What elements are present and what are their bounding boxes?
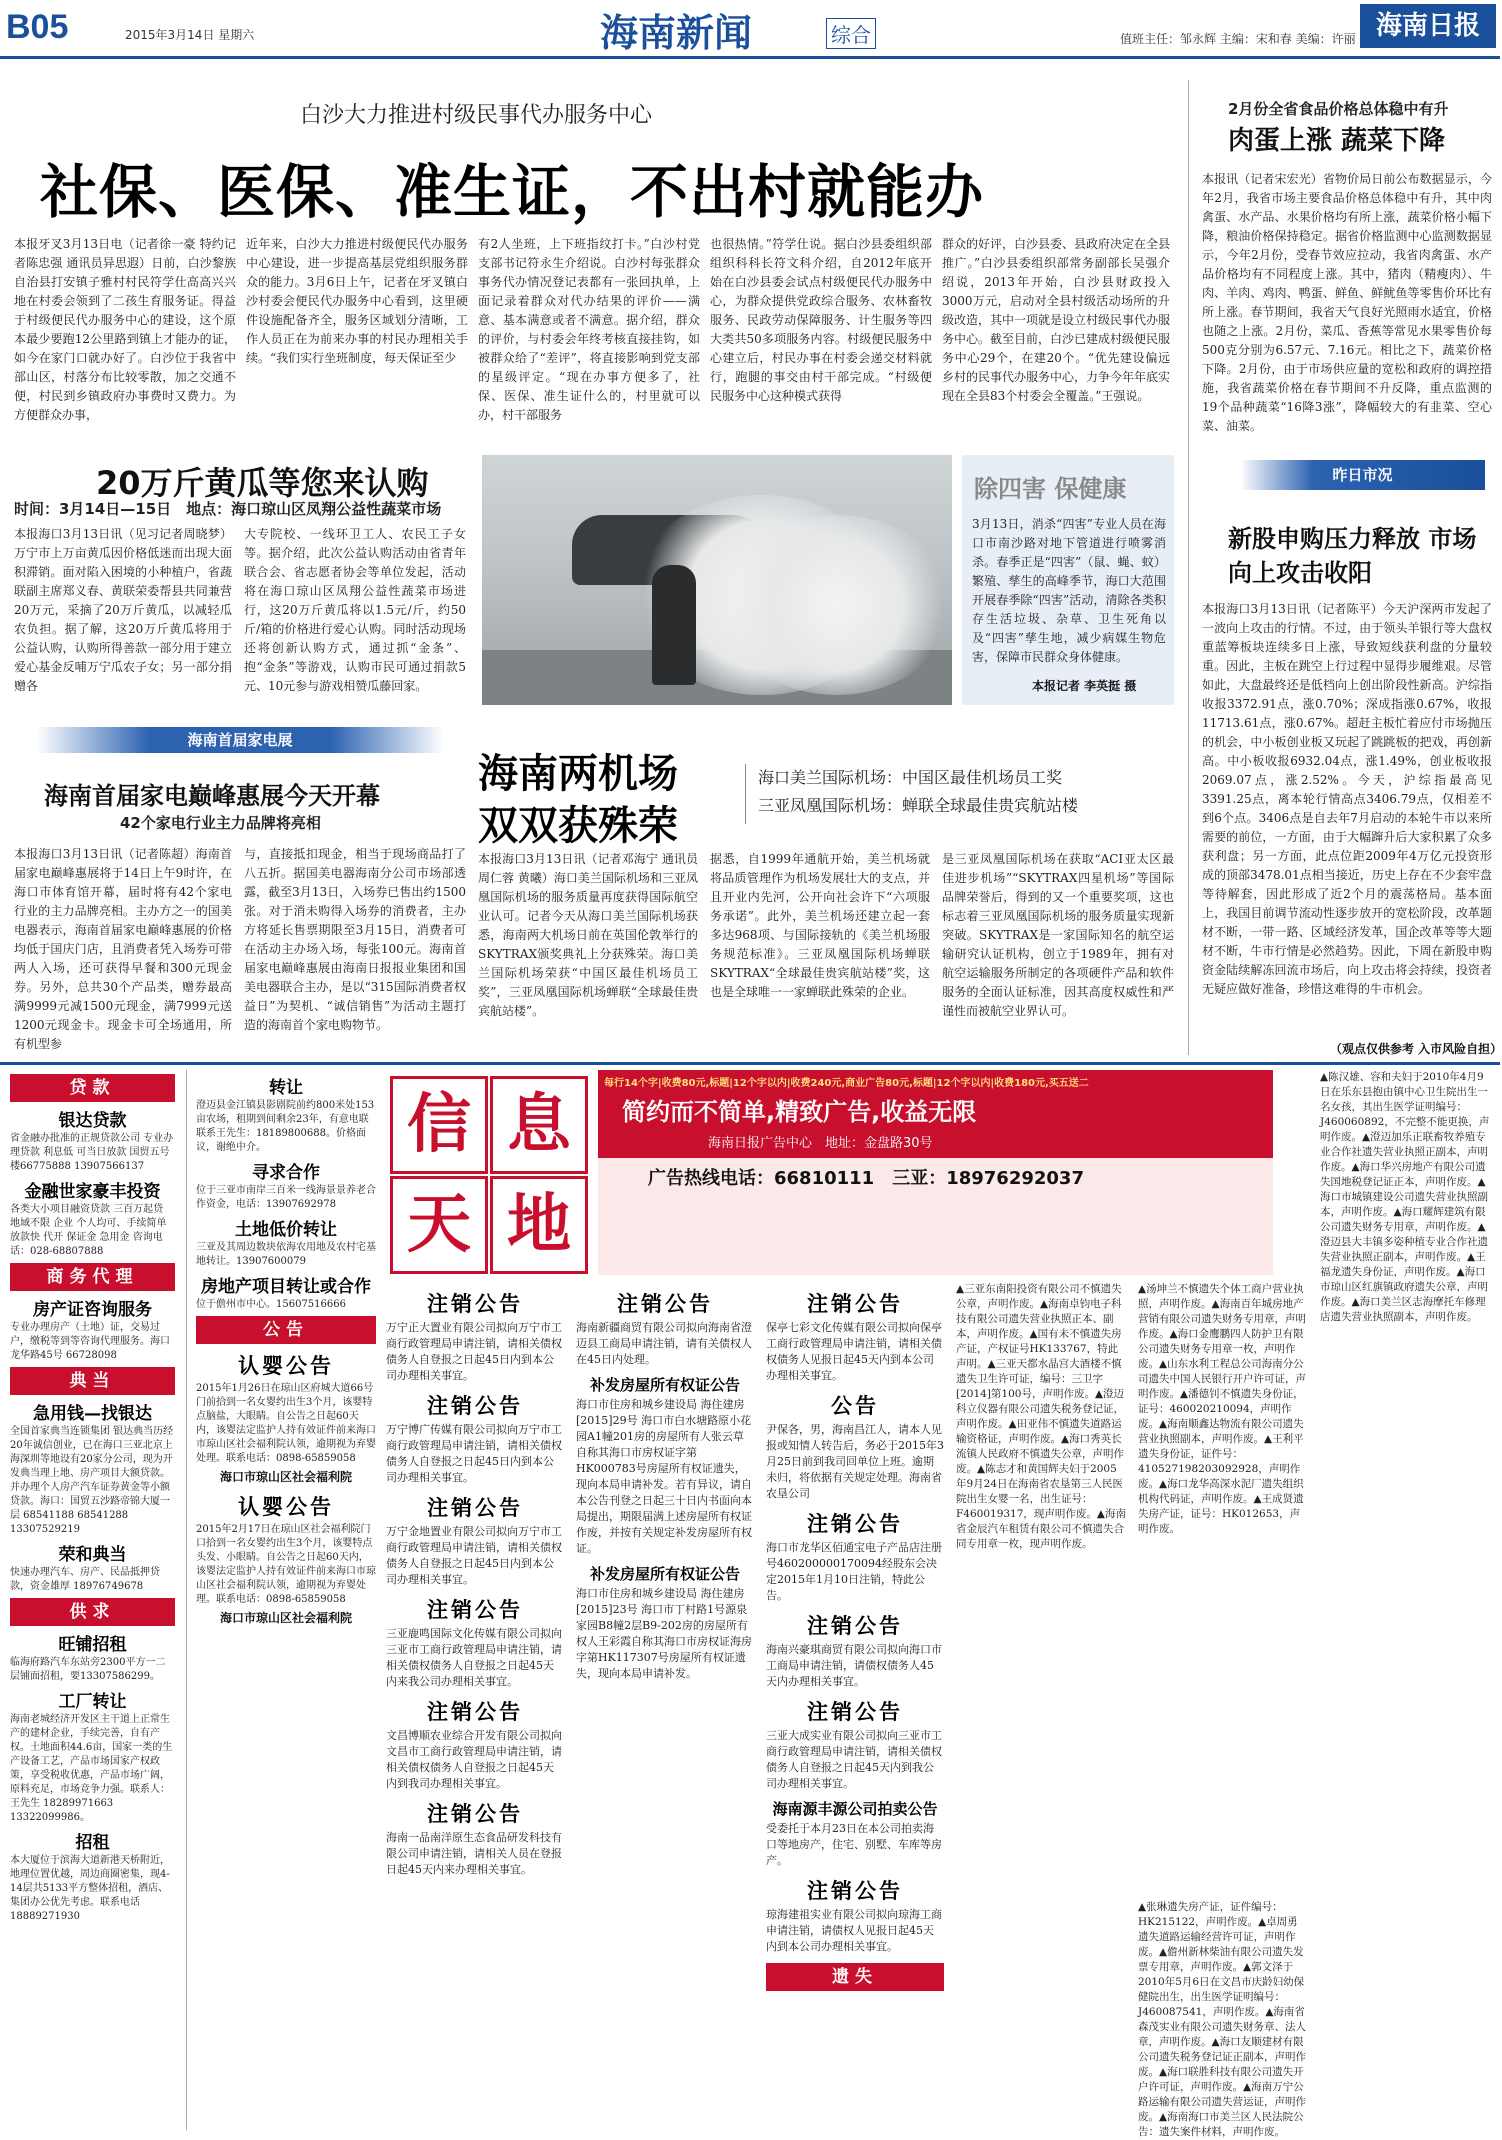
lost-col-2: ▲汤坤兰不慎遗失个体工商户营业执照，声明作废。▲海南百年城房地产营销有限公司遗失财务专用章，声明作废。▲海口金鹰鹏四人防护卫有限公司遗失财务专用章一枚，声明作废。▲山东水利工程总公司海南分公司遗失中国人民银行开户许可证，声明作废。▲潘德钊不慎遗失身份证，证号：460020210094，声明作废。▲海南顺鑫达物流有限公司遗失营业执照副本，声明作废。▲王利平遗失身份证，证件号：410527198203092928，声明作废。▲海口龙华高深水泥厂遗失组织机构代码证，声明作废。▲王成贤遗失房产证，证号：HK012653，声明作废。 — [1138, 1283, 1306, 1535]
loan2-title: 金融世家豪丰投资 — [24, 1182, 161, 1202]
section-title: 海南新闻 — [600, 10, 753, 55]
market-headline: 肉蛋上涨 蔬菜下降 — [1228, 126, 1446, 156]
notice-5-title: 注销公告 — [427, 1700, 523, 1724]
xinxi-char-3: 天 — [390, 1176, 488, 1274]
notice3-4-title: 注销公告 — [807, 1614, 903, 1638]
xinxi-hotline: 广告热线电话：66810111 三亚：18976292037 — [648, 1168, 1084, 1189]
notice3-2-body: 尹保各，男，海南昌江人，请本人见报或知情人转告后，务必于2015年3月25日前到我司回单位上班。逾期未归，将依据有关规定处理。海南省农垦公司 — [766, 1423, 944, 1500]
ads-left-column — [10, 1070, 175, 2130]
agent-body: 专业办理房产（土地）证，交易过户，缴税等到等咨询代理服务。海口龙华路45号 66728098 — [10, 1322, 170, 1361]
appliance-body-1: 本报海口3月13日讯（记者陈超）海南首届家电巅峰惠展将于14日上午9时许，在海口市体育馆开幕，届时将有42个家电行业的主力品牌亮相。主办方之一的国美电器表示，海南首届家电巅峰惠展的价格均低于国庆门店，且消费者凭入场券可带两人入场，还可获得早餐和300元现金券。另外，总共30个产品类，赠券最高满9999元减1500元现金，满7999元送1200元现金卡。现金卡可全场通用，所有机型参 — [14, 847, 232, 1051]
loan-bar: 贷款 — [10, 1074, 175, 1102]
pawn-title: 急用钱—找银达 — [33, 1404, 152, 1424]
airport-sidebar — [745, 764, 1188, 824]
notice3-1-body: 保亭七彩文化传媒有限公司拟向保亭工商行政管理局申请注销，请相关债权债务人见报日起45天内到本公司办理相关事宜。 — [766, 1321, 942, 1382]
lead-kicker: 白沙大力推进村级民事代办服务中心 — [300, 103, 653, 128]
factory-body: 海南老城经济开发区主干道上正常生产的建材企业，手续完善，自有产权。土地面积44.6亩，国家一类的生产设备工艺，产品市场国家产权政策，享受税收优惠，产品市场广阔，原料充足，市场竞争力强。联系人：王先生 18289971663 13322099986。 — [10, 1714, 173, 1823]
xinxi-title-band — [598, 1070, 1273, 1158]
pawn2-title: 荣和典当 — [58, 1545, 127, 1565]
agent-bar: 商务代理 — [10, 1263, 175, 1291]
xinxi-char-4: 地 — [490, 1176, 588, 1274]
recruit-title: 招租 — [75, 1833, 110, 1853]
notice3-7-title: 注销公告 — [807, 1879, 903, 1903]
notice3-5-title: 注销公告 — [807, 1700, 903, 1724]
col2-b3: 三亚及其周边数块依海农用地及农村宅基地转让。13907600079 — [196, 1242, 376, 1267]
agent-title: 房产证咨询服务 — [33, 1300, 152, 1320]
pawn2-body: 快速办理汽车、房产、民品抵押贷款，资金雄厚 18976749678 — [10, 1567, 160, 1592]
notice3-6-body: 受委托于本月23日在本公司拍卖海口等地房产，住宅、别墅、车库等房产。 — [766, 1822, 942, 1867]
pawn-body: 全国首家典当连锁集团 银达典当历经20年诚信创业，已在海口三亚北京上海深圳等地设有20家分公司，现为开发典当理上地、房产项目大额贷款。并办理个人房产汽车证券黄金等小额贷款。海口：国贸五沙路帝锦大厦一层 68541188 68541288 13307529219 — [10, 1426, 174, 1535]
xinxi-rates: 每行14个字|收费80元,标题|12个字以内|收费240元,商业广告80元,标题|12个字以内|收费180元,买五送二 — [604, 1078, 1089, 1089]
lost-col-3: ▲张琳遗失房产证，证件编号：HK215122，声明作废。▲卓周勇遗失道路运输经营许可证，声明作废。▲儋州新林柴油有限公司遗失发票专用章，声明作废。▲郭文泽于2010年5月6日在文昌市庆龄妇幼保健院出生，出生医学证明编号：J460087541，声明作废。▲海南省森茂实业有限公司遗失财务章、法人章，声明作废。▲海口友顺建材有限公司遗失税务登记证正副本，声明作废。▲海口联胜科技有限公司遗失开户许可证，声明作废。▲海南万宁公路运输有限公司遗失营运证，声明作废。▲海南海口市美兰区人民法院公告：遗失案件材料，声明作废。 — [1138, 1901, 1306, 2138]
pawn-bar: 典当 — [10, 1367, 175, 1395]
section-sub: 综合 — [826, 18, 876, 49]
appliance-banner: 海南首届家电展 — [14, 727, 466, 753]
lead-body-5: 群众的好评，白沙县委、县政府决定在全县推广。”白沙县委组织部常务副部长吴强介绍说，2013年开始，白沙县财政投入3000万元，启动对全县村级活动场所的升级改造，其中一项就是设立村级民事代办服务中心。截至目前，白沙已建成村级便民服务中心29个，在建20个。“优先建设偏远乡村的民事代办服务中心，力争今年年底实现在全县83个村委会全覆盖。”王强说。 — [942, 237, 1171, 403]
col2-t5-sign: 海口市琼山区社会福利院 — [219, 1470, 352, 1484]
appliance-subline: 42个家电行业主力品牌将亮相 — [120, 814, 321, 832]
notice2-1-body: 海南新疆商贸有限公司拟向海南省澄迈县工商局申请注销，请有关债权人在45日内处理。 — [576, 1321, 752, 1366]
photo-credit: 本报记者 李英挺 摄 — [1032, 679, 1137, 693]
notice-4-title: 注销公告 — [427, 1598, 523, 1622]
notice3-3-title: 注销公告 — [807, 1512, 903, 1536]
appliance-headline: 海南首届家电巅峰惠展今天开幕 — [44, 782, 380, 810]
notices-col-3 — [766, 1282, 944, 2132]
notice2-3-body: 海口市住房和城乡建设局 海住建房[2015]23号 海口市丁村路1号源泉家园B8幢2层B9-202房的房屋所有权人王彩霞自称其海口市房权证海房字第HK117307号房屋所有权证遗失，现向本局申请补发。 — [576, 1587, 752, 1680]
notice-1-title: 注销公告 — [427, 1292, 523, 1316]
airport-body-3: 是三亚凤凰国际机场在获取“ACI亚太区最佳进步机场”“SKYTRAX四星机场”等国际品牌荣誉后，得到的又一个重要奖项，这也标志着三亚凤凰国际机场的服务质量实现新突破。SKYTRAX是一家国际知名的航空运输研究认证机构，创立于1989年，拥有对航空运输服务所制定的各项硬件产品和软件服务的全面认证标准，因其高度权威性和严谨性而被航空业界认可。 — [942, 852, 1174, 1018]
cucumber-subline: 时间：3月14日—15日 地点：海口琼山区凤翔公益性蔬菜市场 — [14, 500, 442, 518]
notice3-6-title: 海南源丰源公司拍卖公告 — [772, 1800, 938, 1818]
lost-col-4: ▲陈汉雄、容和夫妇于2010年4月9日在乐东县抱由镇中心卫生院出生一名女孩，其出生医学证明编号：J460060892，不完整不能更换，声明作废。▲澄迈加乐正联畜牧养殖专业合作社遗失营业执照正副本，声明作废。▲海口华兴房地产有限公司遗失国地税登记证正本，声明作废。▲海口市城镇建设公司遗失营业执照副本，声明作废。▲海口耀辉建筑有限公司遗失财务专用章，声明作废。▲澄迈县大丰镇多姿种植专业合作社遗失营业执照正副本，声明作废。▲王福龙遗失身份证，声明作废。▲海口市琼山区红旗镇政府遗失公章，声明作废。▲海口美兰区志海摩托车修理店遗失营业执照副本，声明作废。 — [1320, 1071, 1490, 1323]
loan1-body: 省金融办批准的正规贷款公司 专业办理贷款 利息低 可当日放款 国贸五号楼66775888 13907566137 — [10, 1133, 174, 1172]
shop-title: 旺铺招租 — [58, 1635, 127, 1655]
col2-b6: 2015年2月17日在琼山区社会福利院门口拾到一名女婴约出生3个月，该婴特点头发、小眼睛。自公告之日起60天内，该婴法定监护人持有效证件前来海口市琼山区社会福利院认领，逾期视为弃婴处理。联系电话：0898-65859058 — [196, 1524, 376, 1605]
ads-col2 — [196, 1070, 376, 2130]
airport-body-2: 据悉，自1999年通航开始，美兰机场就将品质管理作为机场发展壮大的支点，并且开业内先河，公开向社会许下“六项服务承诺”。此外，美兰机场还建立起一套多达968项、与国际接轨的《美兰机场服务规范标准》。三亚凤凰国际机场蝉联SKYTRAX“全球最佳贵宾航站楼”奖，这也是全球唯一一家蝉联此殊荣的企业。 — [710, 852, 930, 999]
airport-award-2: 三亚凤凰国际机场：蝉联全球最佳贵宾航站楼 — [758, 796, 1079, 815]
appliance-body-2: 与，直接抵扣现金，相当于现场商品打了八五折。据国美电器海南分公司市场部透露，截至3月13日，入场券已售出约1500张。对于消未购得入场券的消费者，主办方将延长售票期限至3月15日，消费者可在活动主办场入场，每张100元。海南首届家电巅峰惠展由海南日报报业集团和国美电器联合主办，是以“315国际消费者权益日”为契机、“诚信销售”为活动主题打造的海南首个家电购物节。 — [244, 847, 466, 1032]
airport-body-1: 本报海口3月13日讯（记者邓海宁 通讯员周仁蓉 黄曦）海口美兰国际机场和三亚凤凰国际机场的服务质量再度获得国际航空业认可。记者今天从海口美兰国际机场获悉，海南两大机场日前在英国伦敦举行的SKYTRAX颁奖典礼上分获殊荣。海口美兰国际机场荣获“中国区最佳机场员工奖”，三亚凤凰国际机场蝉联“全球最佳贵宾航站楼”。 — [478, 852, 698, 1018]
xinxi-logo — [390, 1070, 590, 1275]
col2-t3: 土地低价转让 — [235, 1220, 337, 1240]
lead-body-2: 近年来，白沙大力推进村级便民代办服务中心建设，进一步提高基层党组织服务群众的能力。3月6日上午，记者在牙叉镇白沙村委会便民代办服务中心看到，这里硬件设施配备齐全，服务区域划分清晰，工作人员正在为前来办事的村民办理相关手续。“我们实行坐班制度，每天保证至少 — [246, 237, 468, 365]
xinxi-slogan: 简约而不简单,精致广告,收益无限 — [622, 1098, 977, 1126]
notices-col-1 — [386, 1282, 564, 2132]
notice-6-body: 海南一品南洋原生态食品研发科技有限公司申请注销，请相关人员在登报日起45天内来办理相关事宜。 — [386, 1831, 562, 1876]
col2-t1: 转让 — [269, 1078, 303, 1098]
newspaper-logo: 海南日报 — [1360, 4, 1496, 48]
ads-divider — [186, 1070, 187, 2130]
notice-1-body: 万宁正大置业有限公司拟向万宁市工商行政管理局申请注销，请相关债权债务人自登报之日起45日内到本公司办理相关事宜。 — [386, 1321, 562, 1382]
notice-5-body: 文昌博顺农业综合开发有限公司拟向文昌市工商行政管理局申请注销，请相关债权债务人自登报之日起45天内到我司办理相关事宜。 — [386, 1729, 562, 1790]
notice-2-title: 注销公告 — [427, 1394, 523, 1418]
col2-b2: 位于三亚市南岸三百米一线海景景养老合作资金，电话：13907692978 — [196, 1185, 376, 1210]
notice3-1-title: 注销公告 — [807, 1292, 903, 1316]
column-divider — [1188, 80, 1189, 1055]
cucumber-body-2: 大专院校、一线环卫工人、农民工子女等。据介绍，此次公益认购活动由省青年联合会、省志愿者协会等单位发起，活动将在海口琼山区凤翔公益性蔬菜市场进行，这20万斤黄瓜将以1.5元/斤，约50斤/箱的价格进行爱心认购。同时活动现场还将创新认购方式，通过抓“金条”、抱“金条”等游戏，认购市民可通过捐款5元、10元参与游戏相赞瓜藤回家。 — [244, 527, 466, 693]
notice-3-title: 注销公告 — [427, 1496, 523, 1520]
notice2-2-body: 海口市住房和城乡建设局 海住建房[2015]29号 海口市白水塘路原小花园A1幢201房的房屋所有人张云草自称其海口市房权证字第HK000783号房屋所有权证遗失，现向本局申请补发。若有异议，请自本公告刊登之日起三十日内书面向本局提出，期限届满上述房屋所有权证作废，并按有关规定补发房屋所有权证。 — [576, 1398, 752, 1555]
notice3-2-title: 公告 — [831, 1394, 879, 1418]
recruit-body: 本大厦位于滨海大道新港天桥附近，地理位置优越，周边商圈密集，现4-14层共5133平方整体招租，酒店、集团办公优先考虑。联系电话18889271930 — [10, 1855, 170, 1922]
airport-headline: 海南两机场 双双获殊荣 — [478, 751, 678, 849]
stocks-body: 本报海口3月13日讯（记者陈平）今天沪深两市发起了一波向上攻击的行情。不过，由于领头羊银行等大盘权重蓝筹板块连续多日上涨，导致短线获利盘的分量较重。因此，主板在跳空上行过程中显得步履维艰。尽管如此，大盘最终还是低档向上创出阶段性新高。沪综指收报3372.91点，涨0.70%；深成指涨0.67%，收报11713.61点，涨0.67%。超赶主板忙着应付市场抛压的机会，中小板创业板又玩起了跳跳板的把戏，再创新高。中小板收报6932.04点，涨1.49%，创业板收报2069.07点，涨2.52%。今天，沪综指最高见3391.25点，离本轮行情高点3406.79点，仅相差不到6个点。3406点是自去年7月启动的本轮牛市以来所需要的前位，一方面，由于大幅蹿升后大家积累了众多获利盘；另一方面，此点位距2009年4万亿元投资形成的顶部3478.01点相当接近，历史上存在不少套牢盘等待解套，因此形成了近2个月的震荡格局。基本面上，我国目前调节流动性逐步放开的宽松阶段，改革题材不断，一带一路、区域经济发革，国企改革等等大题材不断，牛市行情是必然趋势。因此，下周在新股申购资金陆续解冻回流市场后，向上攻击将会持续，投资者无疑应做好准备，珍惜这难得的牛市机会。 — [1202, 602, 1492, 996]
lead-body-1: 本报牙叉3月13日电（记者徐一豪 特约记者陈忠强 通讯员异思遐）日前，白沙黎族自治县打安镇子雅村村民符学仕高高兴兴地在村委会领到了二孩生育服务证。得益于村级便民代办服务中心的建设，这个原本最少要跑12公里路到镇上才能办的证，如今在家门口就办好了。白沙位于我省中部山区，村落分布比较零散，加之交通不便，村民到乡镇政府办事费时又费力。为方便群众办事， — [14, 237, 236, 422]
col2-t6: 认婴公告 — [238, 1495, 334, 1519]
shop-body: 临海府路汽车东站旁2300平方一二层铺面招租，要13307586299。 — [10, 1657, 166, 1682]
loan2-body: 各类大小项目融资贷款 三百万起贷 地域不限 企业 个人均可、手续简单 放款快 代开 保证金 急用金 咨询电话：028-68807888 — [10, 1204, 167, 1257]
notice-4-body: 三亚鹿鸣国际文化传媒有限公司拟向三亚市工商行政管理局申请注销，请相关债权债务人自登报之日起45天内来我公司办理相关事宜。 — [386, 1627, 562, 1688]
loan1-title: 银达贷款 — [58, 1111, 127, 1131]
stocks-note: （观点仅供参考 入市风险自担） — [1330, 1042, 1502, 1056]
lost-col-1: ▲三亚东南阳投资有限公司不慎遗失公章，声明作废。▲海南卓钧电子科技有限公司遗失营业执照正本、副本，声明作废。▲国有未不慎遗失房产证，产权证号HK133767，特此声明。▲三亚天都水晶宫大酒楼不慎遗失卫生许可证，编号：三卫字[2014]第100号，声明作废。▲澄迈科立仪器有限公司遗失税务登记证，声明作废。▲田亚伟不慎遗失道路运输资格证，声明作废。▲海口秀英长流镇人民政府不慎遗失公章，声明作废。▲陈志才和黄国辉夫妇于2005年9月24日在海南省农垦第三人民医院出生女婴一名，出生证号：F460019317，现声明作废。▲海南省金辰汽车租赁有限公司不慎遗失合同专用章一枚，现声明作废。 — [956, 1283, 1126, 1550]
worker-figure — [652, 565, 696, 685]
supply-bar: 供求 — [10, 1598, 175, 1626]
airport-award-1: 海口美兰国际机场：中国区最佳机场员工奖 — [758, 768, 1063, 787]
notice2-3-title: 补发房屋所有权证公告 — [589, 1565, 740, 1583]
notice3-4-body: 海南兴豪琪商贸有限公司拟向海口市工商局申请注销，请债权债务人45天内办理相关事宜。 — [766, 1643, 942, 1688]
cucumber-body-1: 本报海口3月13日讯（见习记者周晓梦）万宁市上万亩黄瓜因价格低迷而出现大面积滞销。面对陷入困境的小种植户，省蔬联副主席郑义春、黄联荣委帮县共同兼营20万元，采摘了20万斤黄瓜，以减轻瓜农负担。据了解，这20万斤黄瓜将用于公益认购，认购所得善款一部分用于建立爱心基金反哺万宁瓜农子女；另一部分捐赠各 — [14, 527, 232, 693]
col2-t6-sign: 海口市琼山区社会福利院 — [219, 1611, 352, 1625]
notice-6-title: 注销公告 — [427, 1802, 523, 1826]
col2-b1: 澄迈县金江镇县影剧院前约800米处153亩农场，租期到间剩余23年，有意电联联系王先生：18189800688。价格面议，谢绝中介。 — [196, 1100, 375, 1153]
stocks-headline: 新股申购压力释放 市场向上攻击收阳 — [1228, 525, 1477, 587]
photo-caption-box — [962, 455, 1174, 705]
factory-title: 工厂转让 — [58, 1692, 127, 1712]
notice2-1-title: 注销公告 — [617, 1292, 713, 1316]
market-kicker: 2月份全省食品价格总体稳中有升 — [1228, 100, 1449, 118]
lead-headline: 社保、医保、准生证，不出村就能办 — [40, 158, 985, 226]
col2-t2: 寻求合作 — [252, 1163, 320, 1183]
notice-3-body: 万宁金地置业有限公司拟向万宁市工商行政管理局申请注销，请相关债权债务人自登报之日起45日内到本公司办理相关事宜。 — [386, 1525, 562, 1586]
lead-body-3: 有2人坐班，上下班指纹打卡。”白沙村党支部书记符永生介绍说。白沙村每张群众事务代办情况登记表都有一张回执单，上面记录着群众对代办结果的评价——满意、基本满意或者不满意。据介绍，群众的评价，与村委会年终考核直接挂钩，如被群众给了“差评”，将直接影响到党支部的星级评定。“现在办事方便多了，社保、医保、准生证什么的，村里就可以办，村干部服务 — [478, 237, 700, 422]
photo-caption: 3月13日，消杀“四害”专业人员在海口市南沙路对地下管道进行喷雾消杀。春季正是“四害”（鼠、蝇、蚊）繁殖、孳生的高峰季节，海口大范围开展春季除“四害”活动，清除各类积存生活垃圾、杂草、卫生死角以及“四害”孳生地，减少病媒生物危害，保障市民群众身体健康。 — [972, 517, 1166, 664]
stocks-tag: 昨日市况 — [1240, 460, 1485, 490]
notice3-5-body: 三亚大成实业有限公司拟向三亚市工商行政管理局申请注销，请相关债权债务人自登报之日起45天内到我公司办理相关事宜。 — [766, 1729, 942, 1790]
news-photo — [482, 455, 952, 705]
page-number: B05 — [6, 8, 69, 46]
cucumber-headline: 20万斤黄瓜等您来认购 — [96, 464, 429, 502]
notice3-3-body: 海口市龙华区佰通宝电子产品店注册号460200000170094经股东会决定2015年1月10日注销，特此公告。 — [766, 1541, 942, 1602]
col2-b4: 位于儋州市中心。15607516666 — [196, 1299, 346, 1310]
issue-date: 2015年3月14日 星期六 — [125, 28, 255, 42]
notice3-7-body: 琼海建祖实业有限公司拟向琼海工商申请注销，请债权人见报日起45天内到本公司办理相关事宜。 — [766, 1908, 942, 1953]
photo-headline: 除四害 保健康 — [974, 475, 1127, 503]
col2-t4: 房地产项目转让或合作 — [201, 1277, 371, 1297]
notice2-2-title: 补发房屋所有权证公告 — [589, 1376, 740, 1394]
xinxi-header — [598, 1070, 1273, 1275]
notices-col-2 — [576, 1282, 754, 2132]
col2-b5: 2015年1月26日在琼山区府城大道66号门前拾到一名女婴约出生3个月，该婴特点脑盐，大眼睛。自公告之日起60天内，该婴法定监护人持有效证件前来海口市琼山区社会福利院认领，逾期视为弃婴处理。联系电话：0898-65859058 — [196, 1383, 376, 1464]
market-body: 本报讯（记者宋宏光）省物价局日前公布数据显示，今年2月，我省市场主要食品价格总体稳中有升，其中肉禽蛋、水产品、水果价格均有所上涨，蔬菜价格小幅下降，粮油价格保持稳定。据省价格监测中心监测数据显示，今年2月份，受春节效应拉动，我省肉禽蛋、水产品价格均有不同程度上涨。其中，猪肉（精瘦肉）、牛肉、羊肉、鸡肉、鸭蛋、鲜鱼、鲜鱿鱼等零售价环比有所上涨。春节期间，我省天气良好光照雨水适宜，价格也随之上涨。2月份，菜瓜、香蕉等常见水果零售价每500克分别为6.57元、7.16元。相比之下，蔬菜价格下降。2月份，由于市场供应量的宽松和政府的调控措施，我省蔬菜价格在春节期间不升反降，重点监测的19个品种蔬菜“16降3涨”，降幅较大的有韭菜、空心菜、油菜。 — [1202, 172, 1492, 433]
xinxi-char-2: 息 — [490, 1076, 588, 1174]
xinxi-char-1: 信 — [390, 1076, 488, 1174]
lost-bar: 遗失 — [766, 1963, 944, 1991]
xinxi-unit: 海南日报广告中心 地址：金盘路30号 — [708, 1136, 933, 1151]
notice-2-body: 万宁博广传媒有限公司拟向万宁市工商行政管理局申请注销，请相关债权债务人自登报之日起45日内到本公司办理相关事宜。 — [386, 1423, 562, 1484]
col2-t5: 认婴公告 — [238, 1354, 334, 1378]
lead-body-4: 也很热情。”符学仕说。据白沙县委组织部组织科科长符文科介绍，自2012年底开始在白沙县委会试点村级便民代办服务中心，为群众提供党政综合服务、农林畜牧服务、民政劳动保障服务、计生服务等四大类共50多项服务内容。村级便民服务中心建立后，村民办事在村委会递交材料就行，跑腿的事交由村干部完成。“村级便民服务中心这种模式获得 — [710, 237, 932, 403]
notice-bar: 公告 — [196, 1316, 376, 1344]
editors-line: 值班主任：邹永辉 主编：宋和春 美编：许丽 — [1120, 32, 1356, 46]
masthead — [0, 0, 1500, 59]
